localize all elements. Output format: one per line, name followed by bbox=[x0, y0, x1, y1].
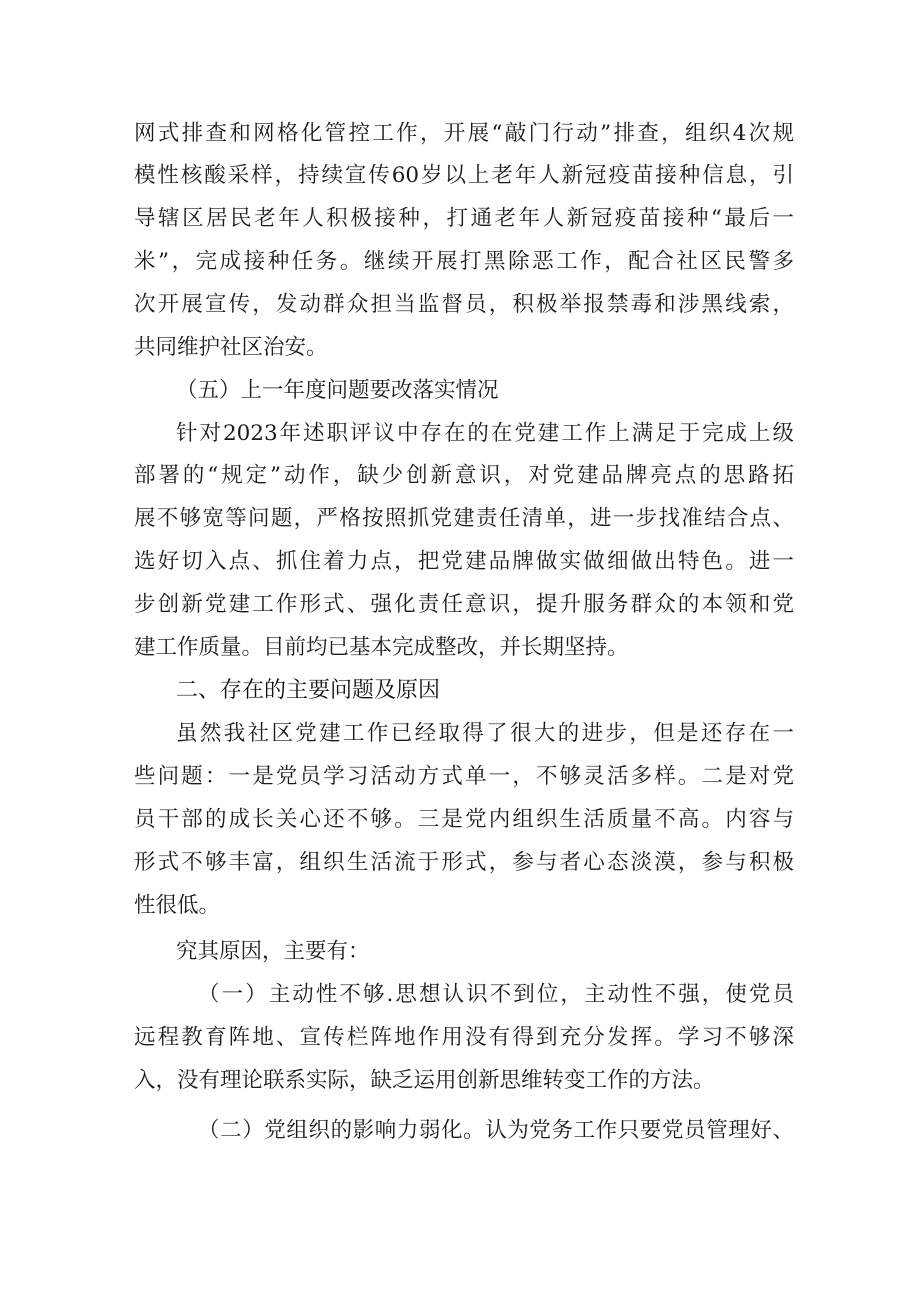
text-line: 虽然我社区党建工作已经取得了很大的进步，但是还存在一 bbox=[176, 721, 794, 746]
text-line: 米”，完成接种任务。继续开展打黑除恶工作，配合社区民警多 bbox=[134, 249, 794, 274]
text-line: 选好切入点、抓住着力点，把党建品牌做实做细做出特色。进一 bbox=[134, 549, 794, 574]
text-line: 些问题：一是党员学习活动方式单一，不够灵活多样。二是对党 bbox=[134, 764, 794, 789]
text-line: 网式排查和网格化管控工作，开展“敲门行动”排查，组织4次规 bbox=[134, 121, 794, 146]
text-line: 模性核酸采样，持续宣传60岁以上老年人新冠疫苗接种信息，引 bbox=[134, 163, 794, 188]
text-line: 共同维护社区治安。 bbox=[134, 335, 328, 360]
text-line: 员干部的成长关心还不够。三是党内组织生活质量不高。内容与 bbox=[134, 807, 794, 832]
text-line: 针对2023年述职评议中存在的在党建工作上满足于完成上级 bbox=[176, 421, 794, 446]
subheading-previous-year-rectification: （五）上一年度问题要改落实情况 bbox=[176, 378, 499, 403]
section-heading-main-problems: 二、存在的主要问题及原因 bbox=[176, 678, 441, 703]
text-line: （一）主动性不够.思想认识不到位，主动性不强，使党员 bbox=[198, 982, 794, 1007]
text-line: （二）党组织的影响力弱化。认为党务工作只要党员管理好、 bbox=[198, 1118, 794, 1143]
text-line: 次开展宣传，发动群众担当监督员，积极举报禁毒和涉黑线索， bbox=[134, 292, 794, 317]
text-line: 步创新党建工作形式、强化责任意识，提升服务群众的本领和党 bbox=[134, 592, 794, 617]
text-line: 建工作质量。目前均已基本完成整改，并长期坚持。 bbox=[134, 635, 629, 660]
text-line: 形式不够丰富，组织生活流于形式，参与者心态淡漠，参与积极 bbox=[134, 850, 794, 875]
text-line: 入，没有理论联系实际，缺乏运用创新思维转变工作的方法。 bbox=[134, 1068, 715, 1093]
paragraph-causes-intro: 究其原因，主要有： bbox=[176, 939, 370, 964]
text-line: 部署的“规定”动作，缺少创新意识，对党建品牌亮点的思路拓 bbox=[134, 463, 794, 488]
text-line: 远程教育阵地、宣传栏阵地作用没有得到充分发挥。学习不够深 bbox=[134, 1025, 794, 1050]
text-line: 导辖区居民老年人积极接种，打通老年人新冠疫苗接种“最后一 bbox=[134, 206, 794, 231]
text-line: 性很低。 bbox=[134, 893, 221, 918]
text-line: 展不够宽等问题，严格按照抓党建责任清单，进一步找准结合点、 bbox=[134, 506, 794, 531]
